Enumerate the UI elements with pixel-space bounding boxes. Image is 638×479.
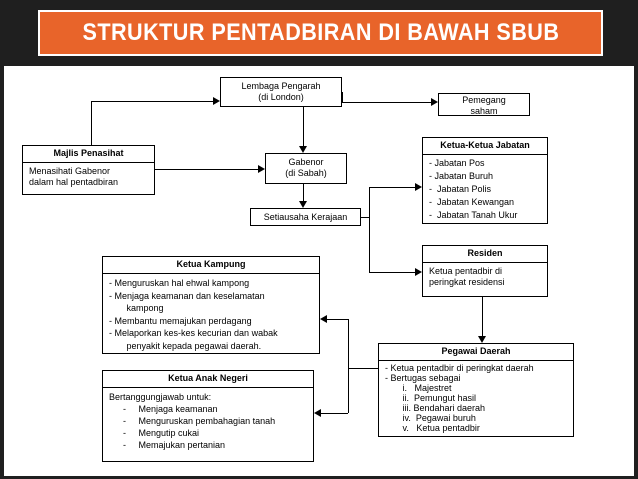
arrow-to-pemegang — [431, 98, 438, 106]
pemegang-line1: Pemegang — [462, 95, 506, 105]
connector-gabenor-to-setiausaha — [303, 184, 304, 201]
kampung-item: - Melaporkan kes-kes kecurian dan wabak — [109, 328, 278, 338]
majlis-line1: Menasihati Gabenor — [29, 166, 111, 176]
ketua-anak-negeri-box — [102, 370, 314, 462]
lembaga-line1: Lembaga Pengarah — [241, 81, 321, 91]
pegawai-item: - Ketua pentadbir di peringkat daerah — [385, 363, 534, 373]
setiausaha-label: Setiausaha Kerajaan — [263, 212, 348, 222]
arrow-to-jabatan — [415, 183, 422, 191]
connector-branch-vertical — [369, 187, 370, 272]
arrow-to-residen — [415, 268, 422, 276]
residen-header: Residen — [423, 246, 547, 263]
kampung-item: - Menguruskan hal ehwal kampong — [109, 278, 250, 288]
gabenor-line1: Gabenor — [288, 157, 324, 167]
ketua-kampung-box — [102, 256, 320, 354]
ketua-jabatan-box — [422, 137, 548, 224]
arrow-to-anak-negeri — [314, 409, 321, 417]
lembaga-line2: (di London) — [258, 92, 304, 102]
slide-title-bar — [38, 10, 603, 56]
arrow-to-lembaga — [213, 97, 220, 105]
connector-lembaga-right-tick — [342, 92, 343, 102]
pemegang-saham-box — [438, 93, 530, 116]
connector-majlis-to-lembaga — [91, 101, 213, 102]
jabatan-item: - Jabatan Buruh — [429, 171, 494, 181]
kampung-item: - Menjaga keamanan dan keselamatan — [109, 290, 265, 301]
majlis-line2: dalam hal pentadbiran — [29, 177, 119, 187]
residen-box — [422, 245, 548, 297]
pegawai-item: iii. Bendahari daerah — [395, 403, 486, 413]
anak-negeri-item: - Mengutip cukai — [123, 428, 200, 438]
jabatan-item: - Jabatan Pos — [429, 158, 485, 168]
arrow-to-pegawai — [478, 336, 486, 343]
anak-negeri-item: - Memajukan pertanian — [123, 440, 226, 450]
ketua-jabatan-header: Ketua-Ketua Jabatan — [423, 138, 547, 155]
lembaga-pengarah-box — [220, 77, 342, 107]
setiausaha-box — [250, 208, 361, 226]
anak-negeri-item: - Menguruskan pembahagian tanah — [123, 416, 276, 426]
pegawai-item: - Bertugas sebagai — [385, 373, 461, 383]
pemegang-line2: saham — [470, 106, 498, 116]
diagram-panel — [4, 66, 634, 476]
connector-majlis-to-gabenor — [155, 169, 258, 170]
connector-residen-to-pegawai — [482, 297, 483, 336]
residen-line2: peringkat residensi — [429, 277, 505, 287]
slide-title: STRUKTUR PENTADBIRAN DI BAWAH SBUB — [82, 19, 559, 46]
majlis-header: Majlis Penasihat — [23, 146, 154, 163]
ketua-kampung-header: Ketua Kampung — [103, 257, 319, 274]
pegawai-item: v. Ketua pentadbir — [395, 423, 480, 433]
connector-lembaga-to-pemegang — [342, 102, 431, 103]
arrow-to-setiausaha — [299, 201, 307, 208]
residen-line1: Ketua pentadbir di — [429, 266, 503, 276]
pegawai-daerah-header: Pegawai Daerah — [379, 344, 573, 361]
pegawai-item: ii. Pemungut hasil — [395, 393, 477, 403]
connector-to-kampung — [327, 319, 348, 320]
kampung-item: penyakit kepada pegawai daerah. — [119, 340, 262, 351]
kampung-item: kampong — [119, 303, 164, 313]
connector-to-anak-negeri — [321, 413, 348, 414]
kampung-item: - Membantu memajukan perdagang — [109, 315, 252, 326]
anak-negeri-item: - Menjaga keamanan — [123, 404, 218, 414]
gabenor-line2: (di Sabah) — [285, 168, 327, 178]
pegawai-daerah-box — [378, 343, 574, 437]
jabatan-item: - Jabatan Tanah Ukur — [429, 210, 518, 220]
jabatan-item: - Jabatan Kewangan — [429, 197, 515, 207]
jabatan-item: - Jabatan Polis — [429, 184, 492, 194]
arrow-majlis-gabenor — [258, 165, 265, 173]
pegawai-item: i. Majestret — [395, 383, 452, 393]
majlis-penasihat-box — [22, 145, 155, 195]
connector-pegawai-left — [348, 368, 378, 369]
gabenor-box — [265, 153, 347, 184]
connector-to-residen — [369, 272, 415, 273]
connector-pegawai-vertical — [348, 319, 349, 413]
anak-negeri-intro: Bertanggungjawab untuk: — [109, 392, 212, 402]
connector-to-jabatan — [369, 187, 415, 188]
connector-lembaga-to-gabenor — [303, 107, 304, 146]
pegawai-item: iv. Pegawai buruh — [395, 413, 476, 423]
connector-majlis-up — [91, 101, 92, 145]
arrow-to-gabenor — [299, 146, 307, 153]
arrow-to-kampung — [320, 315, 327, 323]
ketua-anak-negeri-header: Ketua Anak Negeri — [103, 371, 313, 388]
connector-setiausaha-right — [361, 217, 369, 218]
